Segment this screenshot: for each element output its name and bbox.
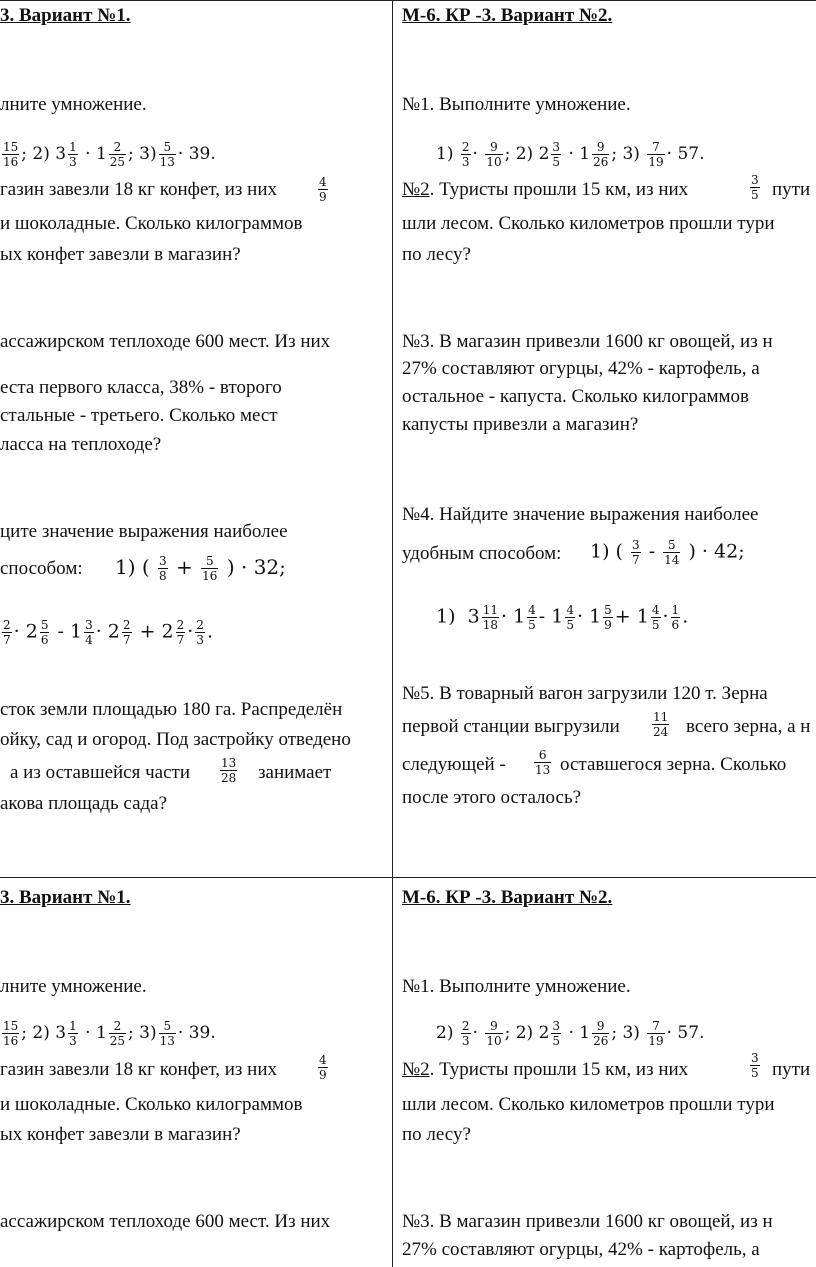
task5-line4: акова площадь сада? [0, 793, 168, 814]
task4-expression-2: 1) 3 $\frac{11}{18}$ · 1 $\frac{4}{5}$ - 1 $\frac{4}{5}$ · 1 $\frac{5}{9}$ + 1 $\frac{4}{5}$ · $\frac{1}{6}$ . [436, 603, 689, 632]
task3-line3: остальное - капуста. Сколько килограммов [402, 386, 750, 407]
task4-line2-label: удобным способом: [402, 543, 562, 564]
task2-line3: по лесу? [402, 1124, 471, 1145]
task1-text: №1. Выполните умножение. [402, 976, 631, 997]
task2-line1b: пути [772, 1059, 811, 1080]
fraction: $\frac{4}{5}$ [566, 603, 574, 632]
task1-text: лните умножение. [0, 94, 147, 115]
bottom-left-card [0, 878, 390, 1267]
task5-line3b: оставшегося зерна. Сколько [560, 754, 787, 775]
fraction: $\frac{2}{3}$ [196, 618, 204, 647]
task1-text: №1. Выполните умножение. [402, 94, 631, 115]
task5-line4: после этого осталось? [402, 787, 582, 808]
task2-line2: и шоколадные. Сколько килограммов [0, 213, 303, 234]
fraction: $\frac{5}{13}$ [159, 1019, 175, 1048]
fraction: $\frac{2}{3}$ [461, 140, 470, 169]
task2-line1: №2. Туристы прошли 15 км, из них [402, 1059, 689, 1080]
fraction: $\frac{2}{25}$ [109, 1019, 126, 1048]
fraction: $\frac{5}{14}$ [664, 538, 680, 567]
task5-fraction: $\frac{13}{28}$ [221, 756, 237, 785]
task4-line2-label: способом: [0, 558, 83, 579]
task5-line2b: всего зерна, а н [686, 716, 811, 737]
task2-line3: ых конфет завезли в магазин? [0, 244, 241, 265]
fraction: $\frac{1}{6}$ [671, 603, 680, 632]
task5-line3b: занимает [258, 762, 332, 783]
task4-expression: 1) ( $\frac{3}{8}$ + $\frac{5}{16}$ ) · 32; [115, 554, 286, 583]
task2-fraction: $\frac{4}{9}$ [319, 1053, 327, 1082]
task3-line3: стальные - третьего. Сколько мест [0, 405, 278, 426]
fraction: $\frac{3}{5}$ [552, 1019, 561, 1048]
task3-line4: капусты привезли а магазин? [402, 414, 639, 435]
fraction: $\frac{2}{7}$ [176, 618, 185, 647]
task4-line1: ците значение выражения наиболее [0, 521, 288, 542]
fraction: $\frac{5}{9}$ [604, 603, 612, 632]
fraction: $\frac{9}{26}$ [593, 1019, 609, 1048]
fraction: $\frac{2}{7}$ [122, 618, 131, 647]
fraction: $\frac{1}{3}$ [69, 140, 77, 169]
task3-line4: ласса на теплоходе? [0, 434, 162, 455]
task5-fraction-2: $\frac{6}{13}$ [535, 748, 551, 777]
task3-line2: еста первого класса, 38% - второго [0, 377, 282, 398]
fraction: $\frac{2}{25}$ [109, 140, 126, 169]
fraction: $\frac{5}{16}$ [202, 554, 218, 583]
task1-expression: 1) $\frac{2}{3}$ · $\frac{9}{10}$ ; 2) 2 $\frac{3}{5}$ · 1 $\frac{9}{26}$ ; 3) $\frac{7}{19}$ · 57. [436, 140, 705, 169]
fraction: $\frac{4}{5}$ [528, 603, 536, 632]
task4-line1: №4. Найдите значение выражения наиболее [402, 504, 759, 525]
fraction: $\frac{2}{3}$ [461, 1019, 470, 1048]
task5-fraction-1: $\frac{11}{24}$ [653, 710, 669, 739]
fraction: $\frac{7}{19}$ [648, 1019, 664, 1048]
task1-expression: 2) $\frac{2}{3}$ · $\frac{9}{10}$ ; 2) 2 $\frac{3}{5}$ · 1 $\frac{9}{26}$ ; 3) $\frac{7}{19}$ · 57. [436, 1019, 705, 1048]
task1-expression: $\frac{15}{16}$ ; 2) 3 $\frac{1}{3}$ · 1 $\frac{2}{25}$ ; 3) $\frac{5}{13}$ · 39. [3, 140, 216, 169]
task3-line2: 27% составляют огурцы, 42% - картофель, а [402, 1239, 760, 1260]
fraction: $\frac{15}{16}$ [3, 1019, 19, 1048]
task2-line1b: пути [772, 179, 811, 200]
task2-fraction: $\frac{4}{9}$ [319, 175, 327, 204]
task3-line1: №3. В магазин привезли 1600 кг овощей, из н [402, 1211, 773, 1232]
task2-line3: ых конфет завезли в магазин? [0, 1124, 241, 1145]
task5-line1: сток земли площадью 180 га. Распределён [0, 699, 343, 720]
column-divider [392, 0, 393, 1267]
card-header: 3. Вариант №1. [0, 887, 131, 908]
fraction: $\frac{4}{5}$ [651, 603, 660, 632]
fraction: $\frac{3}{5}$ [552, 140, 561, 169]
fraction: $\frac{11}{18}$ [482, 603, 498, 632]
task5-line3a: следующей - [402, 754, 506, 775]
task3-line1: №3. В магазин привезли 1600 кг овощей, из н [402, 331, 773, 352]
fraction: $\frac{7}{19}$ [648, 140, 664, 169]
fraction: $\frac{1}{3}$ [69, 1019, 77, 1048]
task2-line2: шли лесом. Сколько километров прошли тури [402, 1094, 775, 1115]
task5-line1: №5. В товарный вагон загрузили 120 т. Зерна [402, 683, 768, 704]
task1-expression: $\frac{15}{16}$ ; 2) 3 $\frac{1}{3}$ · 1 $\frac{2}{25}$ ; 3) $\frac{5}{13}$ · 39. [3, 1019, 216, 1048]
fraction: $\frac{5}{6}$ [40, 618, 49, 647]
task4-expression: 1) ( $\frac{3}{7}$ - $\frac{5}{14}$ ) · 42; [590, 538, 745, 567]
task1-text: лните умножение. [0, 976, 147, 997]
fraction: $\frac{9}{10}$ [486, 140, 502, 169]
task5-line3a: а из оставшейся части [10, 762, 190, 783]
task3-line1: ассажирском теплоходе 600 мест. Из них [0, 1211, 331, 1232]
task3-line2: 27% составляют огурцы, 42% - картофель, а [402, 358, 760, 379]
fraction: $\frac{15}{16}$ [3, 140, 19, 169]
fraction: $\frac{3}{8}$ [159, 554, 167, 583]
fraction: $\frac{3}{7}$ [632, 538, 640, 567]
fraction: $\frac{3}{4}$ [85, 618, 93, 647]
task5-line2a: первой станции выгрузили [402, 716, 620, 737]
fraction: $\frac{2}{7}$ [3, 618, 11, 647]
task4-expression-2: $\frac{2}{7}$ · 2 $\frac{5}{6}$ - 1 $\frac{3}{4}$ · 2 $\frac{2}{7}$ + 2 $\frac{2}{7}$ · $\frac{2}{3}$ . [3, 618, 213, 647]
task2-line1: газин завезли 18 кг конфет, из них [0, 1059, 278, 1080]
task2-line2: шли лесом. Сколько километров прошли тури [402, 213, 775, 234]
card-header: 3. Вариант №1. [0, 5, 131, 26]
task2-fraction: $\frac{3}{5}$ [751, 1051, 759, 1080]
task3-line1: ассажирском теплоходе 600 мест. Из них [0, 331, 331, 352]
card-header: М-6. КР -3. Вариант №2. [402, 887, 613, 908]
bottom-right-card [394, 878, 816, 1267]
task2-fraction: $\frac{3}{5}$ [751, 173, 759, 202]
task2-line1: №2. Туристы прошли 15 км, из них [402, 179, 689, 200]
task2-line1: газин завезли 18 кг конфет, из них [0, 179, 278, 200]
fraction: $\frac{9}{10}$ [486, 1019, 502, 1048]
task2-line2: и шоколадные. Сколько килограммов [0, 1094, 303, 1115]
task5-line2: ойку, сад и огород. Под застройку отведено [0, 729, 351, 750]
top-left-card [0, 0, 390, 877]
fraction: $\frac{9}{26}$ [593, 140, 609, 169]
card-header: М-6. КР -3. Вариант №2. [402, 5, 613, 26]
fraction: $\frac{5}{13}$ [159, 140, 175, 169]
top-right-card [394, 0, 816, 877]
task2-line3: по лесу? [402, 244, 471, 265]
